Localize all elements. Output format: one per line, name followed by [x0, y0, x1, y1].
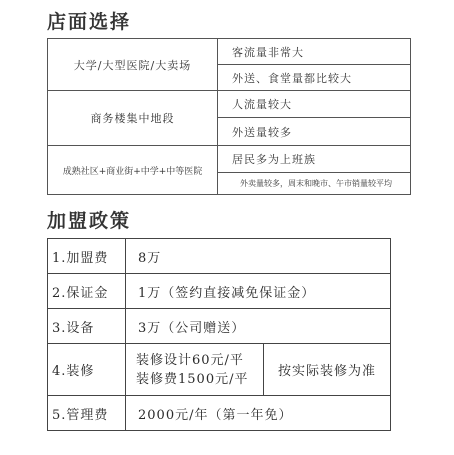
- franchise-policy-table: [47, 238, 391, 431]
- management-label: 5.管理费: [48, 396, 126, 431]
- management-value: 2000元/年（第一年免）: [126, 396, 391, 431]
- fee-value: 8万: [126, 239, 391, 274]
- franchise-policy-heading: 加盟政策: [47, 210, 132, 232]
- decoration-cost-cell: [126, 344, 264, 396]
- location-area-cell: 成熟社区+商业街+中学+中等医院: [48, 146, 218, 195]
- equipment-label: 3.设备: [48, 309, 126, 344]
- decoration-label: 4.装修: [48, 344, 126, 396]
- decoration-note: 按实际装修为准: [264, 344, 391, 396]
- location-feature-cell: 外送量较多: [218, 118, 411, 146]
- location-feature-cell: 居民多为上班族: [218, 146, 411, 173]
- equipment-value: 3万（公司赠送）: [126, 309, 391, 344]
- decoration-cost-text: 装修费1500元/平: [136, 371, 249, 387]
- location-feature-cell: 外卖量较多，周末和晚市、午市销量较平均: [218, 173, 411, 195]
- decoration-design-text: 装修设计60元/平: [136, 352, 244, 368]
- location-feature-cell: 人流量较大: [218, 91, 411, 118]
- deposit-value: 1万（签约直接减免保证金）: [126, 274, 391, 309]
- location-feature-cell: 客流量非常大: [218, 39, 411, 65]
- location-area-cell: 大学/大型医院/大卖场: [48, 39, 218, 91]
- location-feature-cell: 外送、食堂量都比较大: [218, 65, 411, 91]
- location-area-cell: 商务楼集中地段: [48, 91, 218, 146]
- deposit-label: 2.保证金: [48, 274, 126, 309]
- fee-label: 1.加盟费: [48, 239, 126, 274]
- store-selection-heading: 店面选择: [47, 11, 132, 33]
- store-location-table: [47, 38, 411, 195]
